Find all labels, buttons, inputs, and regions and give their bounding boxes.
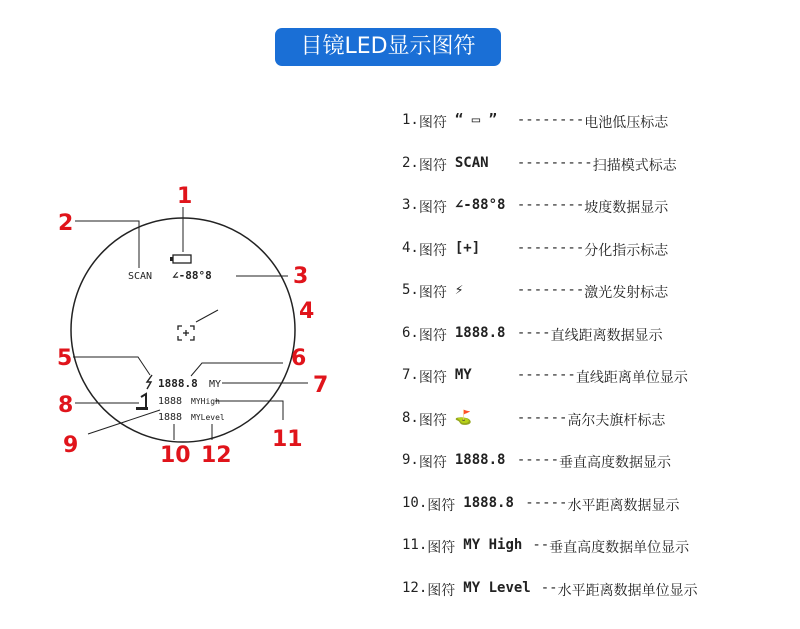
legend-prefix: 图符 [418,115,447,131]
legend-number: 11. [402,537,428,553]
legend-description: 扫描模式标志 [592,157,677,174]
vertical-readout: 1888 [158,396,183,407]
legend-prefix: 图符 [427,582,456,599]
callout-3: 3 [293,264,309,289]
legend-number: 1. [402,112,419,128]
legend-number: 5. [402,282,419,298]
legend-dashes: -- [540,579,558,596]
legend-description: 直线距离数据显示 [550,327,663,344]
callout-1: 1 [177,184,193,209]
legend-symbol: ⛳ [454,409,473,426]
legend-dashes: ------- [516,367,576,383]
legend-symbol: MY [454,367,472,383]
legend-symbol: ∠-88°8 [454,197,506,213]
legend-dashes: ------ [516,409,568,426]
legend-row [402,580,797,623]
legend-prefix: 图符 [418,242,447,259]
legend-symbol: [+] [454,239,481,256]
legend-symbol: SCAN [454,154,489,171]
legend-dashes: ----- [516,452,560,468]
callout-11: 11 [272,427,303,452]
legend-symbol: MY High [463,537,523,553]
legend-prefix: 图符 [418,370,447,386]
legend-description: 高尔夫旗杆标志 [567,412,666,429]
callout-2: 2 [58,211,74,236]
slope-readout: ∠-88°8 [172,269,212,282]
legend-row [402,112,797,155]
legend-number: 3. [402,197,419,213]
legend-prefix: 图符 [418,157,447,174]
legend-dashes: --------- [516,154,593,171]
legend-row [402,495,797,538]
legend-row [402,282,797,325]
legend-dashes: -------- [516,112,585,128]
legend-row [402,240,797,283]
legend-number: 9. [402,452,419,468]
legend-description: 水平距离数据显示 [567,497,680,514]
legend-row [402,325,797,368]
callout-8: 8 [58,393,74,418]
callout-5: 5 [57,346,73,371]
legend-dashes: ---- [516,324,551,341]
legend-symbol: 1888.8 [454,324,506,341]
legend-description: 分化指示标志 [584,242,669,259]
legend-list [402,112,797,622]
legend-dashes: -------- [516,239,585,256]
distance-unit: MY [209,379,222,390]
legend-row [402,197,797,240]
legend-dashes: -------- [516,197,585,213]
page-title: 目镜LED显示图符 [275,28,501,66]
legend-dashes: ----- [525,494,568,511]
legend-row [402,410,797,453]
legend-number: 8. [402,409,419,426]
legend-prefix: 图符 [418,412,447,429]
legend-symbol: 1888.8 [463,494,514,511]
legend-prefix: 图符 [418,200,447,216]
scan-label: SCAN [128,271,153,282]
legend-number: 12. [402,579,428,596]
reticle-icon [178,326,194,340]
laser-icon [147,375,152,389]
legend-description: 坡度数据显示 [584,200,669,216]
callout-9: 9 [63,433,79,458]
legend-number: 6. [402,324,419,341]
legend-prefix: 图符 [418,455,447,471]
flag-icon [136,394,148,410]
horizontal-unit: MYLevel [191,413,225,422]
legend-prefix: 图符 [418,285,447,301]
callout-12: 12 [201,443,232,468]
legend-description: 电池低压标志 [584,115,669,131]
legend-description: 直线距离单位显示 [575,370,688,386]
legend-description: 激光发射标志 [584,285,669,301]
legend-number: 2. [402,154,419,171]
legend-symbol: MY Level [463,579,531,596]
legend-symbol: “ ▭ ” [454,112,498,128]
legend-prefix: 图符 [418,327,447,344]
legend-description: 水平距离数据单位显示 [557,582,698,599]
legend-prefix: 图符 [427,497,456,514]
battery-icon [170,255,191,263]
horizontal-readout: 1888 [158,412,183,423]
legend-dashes: -------- [516,282,585,298]
legend-number: 10. [402,494,428,511]
distance-readout: 1888.8 [158,377,198,390]
legend-number: 7. [402,367,419,383]
callout-4: 4 [299,299,315,324]
callout-7: 7 [313,373,329,398]
legend-row [402,367,797,410]
legend-number: 4. [402,239,419,256]
legend-dashes: -- [532,537,550,553]
legend-row [402,537,797,580]
legend-symbol: 1888.8 [454,452,506,468]
vertical-unit: MYHigh [191,397,220,406]
legend-row [402,452,797,495]
callout-10: 10 [160,443,191,468]
legend-symbol: ⚡ [454,282,464,298]
legend-description: 垂直高度数据单位显示 [549,540,690,556]
legend-row [402,155,797,198]
legend-description: 垂直高度数据显示 [559,455,672,471]
callout-6: 6 [291,346,307,371]
legend-prefix: 图符 [427,540,456,556]
